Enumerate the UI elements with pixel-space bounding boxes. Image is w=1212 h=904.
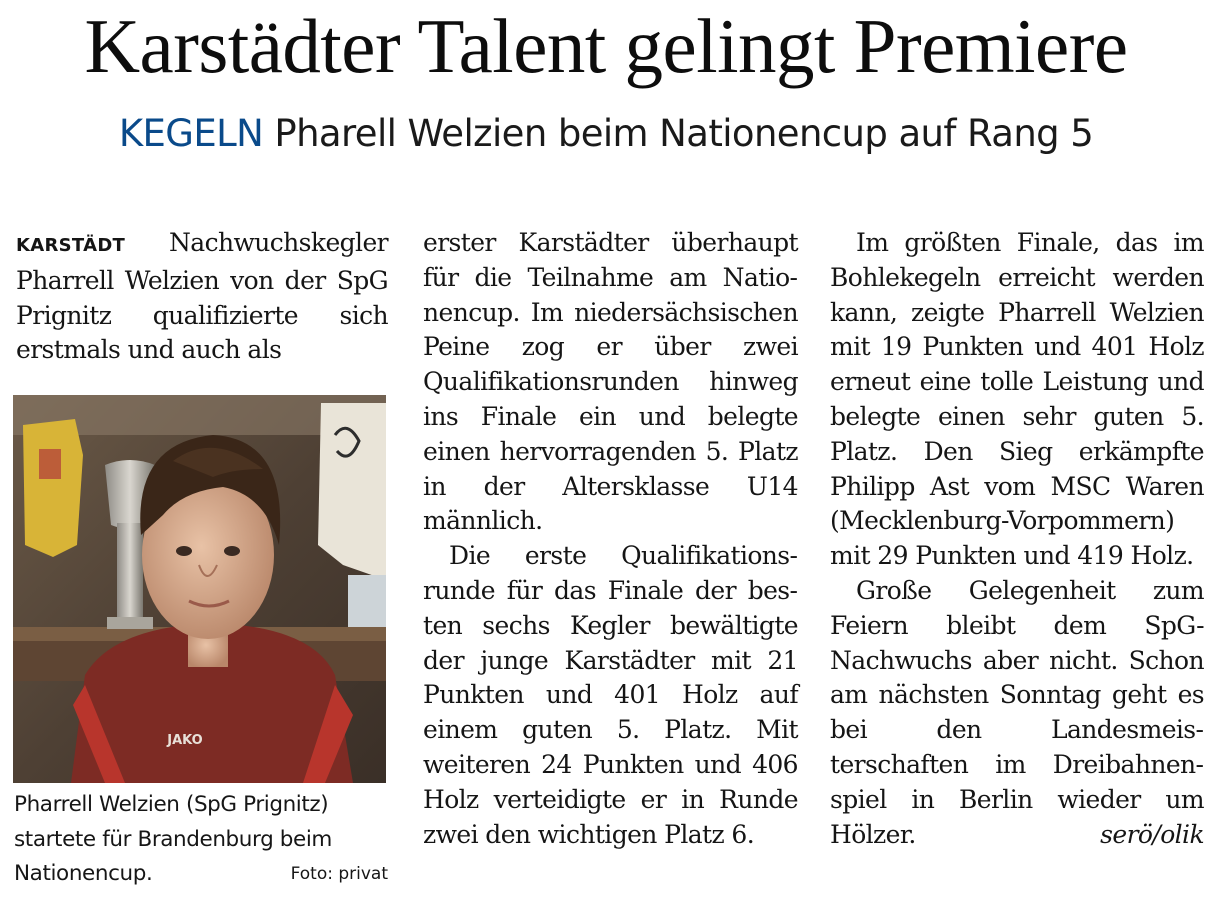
caption-text: Pharrell Welzien (SpG Prignitz) startete für Brandenburg beim Nationencup.: [14, 792, 332, 886]
photo-caption: [14, 788, 388, 892]
paragraph: [830, 574, 1204, 852]
article-photo: [13, 395, 386, 783]
lead-paragraph: [16, 226, 388, 368]
closing-text: Große Gelegenheit zum Feiern bleibt dem SpG-Nachwuchs aber nicht. Schon am nächsten Sonntag geht es bei den Landesmeisterschaften im Dreibahnenspiel in Berlin wieder um Hölzer.: [830, 575, 1204, 849]
author-signature: serö/olik: [1100, 819, 1204, 849]
portrait-image: [13, 395, 386, 783]
article-column-3: [830, 226, 1204, 852]
paragraph: Im größten Finale, das im Bohlekegeln erreicht werden kann, zeigte Pharrell Welzien mit 19 Punkten und 401 Holz erneut eine tolle Leistung und belegte einen sehr guten 5. Platz. Den Sieg erkämpfte Philipp Ast vom MSC Waren (Mecklenburg-Vorpommern) mit 29 Punkten und 419 Holz.: [830, 228, 1204, 571]
headline: Karstädter Talent gelingt Premiere: [84, 3, 1128, 89]
lead-text: Nachwuchskegler Pharrell Welzien von der SpG Prignitz qualifizierte sich erstmals und auch als: [16, 228, 388, 365]
shirt-logo: JAKO: [167, 733, 203, 748]
subheadline: [0, 108, 1212, 160]
article-column-2: [423, 226, 798, 852]
subheadline-text: Pharell Welzien beim Nationencup auf Rang 5: [274, 112, 1094, 155]
article-column-1: [16, 226, 388, 368]
paragraph: erster Karstädter überhaupt für die Teilnahme am Nationencup. Im niedersächsischen Peine zog er über zwei Qualifikationsrunden hinweg ins Finale ein und belegte einen hervorragenden 5. Platz in der Altersklasse U14 männlich.: [423, 228, 798, 536]
photo-credit: Foto: privat: [290, 864, 388, 884]
dateline: KARSTÄDT: [16, 235, 126, 256]
topic-kicker: KEGELN: [118, 112, 264, 155]
paragraph: Die erste Qualifikationsrunde für das Finale der besten sechs Kegler bewältigte der junge Karstädter mit 21 Punkten und 401 Holz auf einem guten 5. Platz. Mit weiteren 24 Punkten und 406 Holz verteidigte er in Runde zwei den wichtigen Platz 6.: [423, 541, 798, 849]
